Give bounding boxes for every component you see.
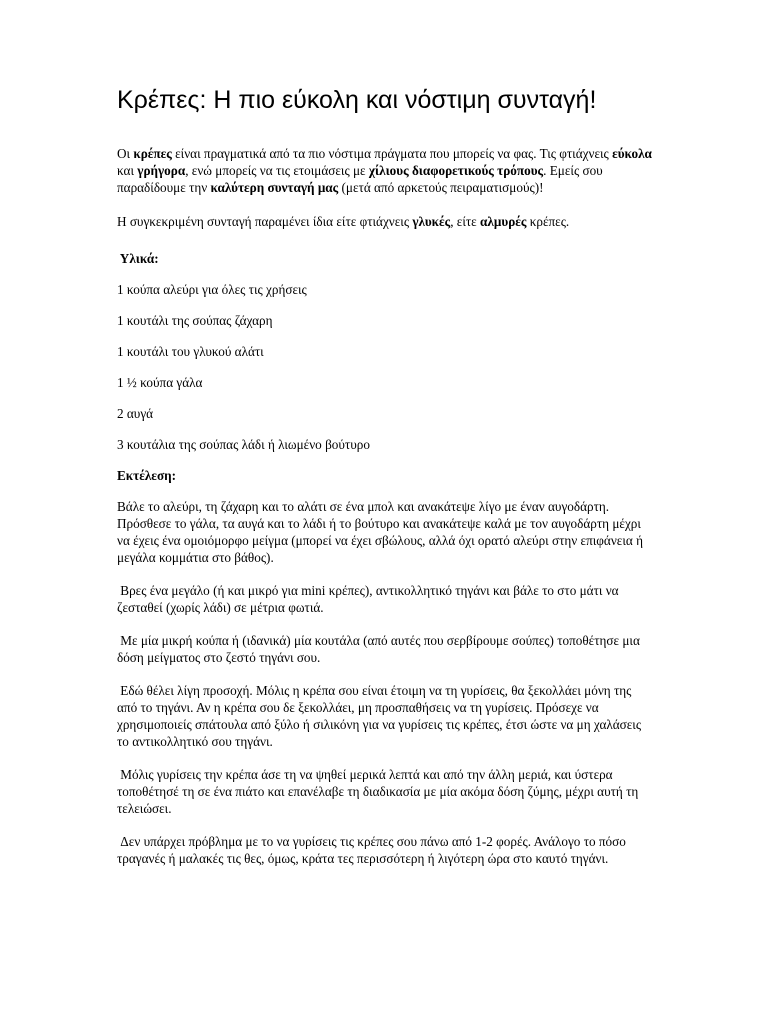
step-paragraph: Βρες ένα μεγάλο (ή και μικρό για mini κρέπες), αντικολλητικό τηγάνι και βάλε το στο μάτι να ζεσταθεί (χωρίς λάδι) σε μέτρια φωτιά.: [117, 583, 622, 615]
ingredients-heading: Υλικά:: [117, 251, 159, 266]
variant-paragraph: Η συγκεκριμένη συνταγή παραμένει ίδια είτε φτιάχνεις γλυκές, είτε αλμυρές κρέπες.: [117, 214, 570, 229]
ingredient-item: 2 αυγά: [117, 406, 154, 421]
steps-heading: Εκτέλεση:: [117, 468, 176, 483]
step-paragraph: Εδώ θέλει λίγη προσοχή. Μόλις η κρέπα σου είναι έτοιμη να τη γυρίσεις, θα ξεκολλάει μόνη της από το τηγάνι. Αν η κρέπα σου δε ξεκολλάει, μη προσπαθήσεις να τη γυρίσεις. Πρόσεχε να χρησιμοποιείς σπάτουλα από ξύλο ή σιλικόνη για να γυρίσεις τις κρέπες, έτσι ώστε να μη χαλάσεις το αντικολλητικό σου τηγάνι.: [117, 683, 645, 749]
step-paragraph: Με μία μικρή κούπα ή (ιδανικά) μία κουτάλα (από αυτές που σερβίρουμε σούπες) τοποθέτησε μια δόση μείγματος στο ζεστό τηγάνι σου.: [117, 633, 644, 665]
page-title: Κρέπες: Η πιο εύκολη και νόστιμη συνταγή!: [117, 86, 597, 114]
document-page: [117, 84, 653, 867]
intro-paragraph: Οι κρέπες είναι πραγματικά από τα πιο νόστιμα πράγματα που μπορείς να φας. Τις φτιάχνεις εύκολα και γρήγορα, ενώ μπορείς να τις ετοιμάσεις με χίλιους διαφορετικούς τρόπους. Εμείς σου παραδίδουμε την καλύτερη συνταγή μας (μετά από αρκετούς πειραματισμούς)!: [117, 146, 652, 195]
step-paragraph: Βάλε το αλεύρι, τη ζάχαρη και το αλάτι σε ένα μπολ και ανακάτεψε λίγο με έναν αυγοδάρτη. Πρόσθεσε το γάλα, τα αυγά και το λάδι ή το βούτυρο και ανακάτεψε καλά με τον αυγοδάρτη μέχρι να έχεις ένα ομοιόμορφο μείγμα (μπορεί να έχει σβώλους, αλλά όχι ορατό αλεύρι στην επιφάνεια ή μεγάλα κομμάτια στο βάθος).: [117, 499, 643, 565]
ingredient-item: 1 κουτάλι της σούπας ζάχαρη: [117, 313, 273, 328]
ingredient-item: 3 κουτάλια της σούπας λάδι ή λιωμένο βούτυρο: [117, 437, 370, 452]
ingredient-item: 1 κουτάλι του γλυκού αλάτι: [117, 344, 264, 359]
ingredient-item: 1 ½ κούπα γάλα: [117, 375, 203, 390]
ingredient-item: 1 κούπα αλεύρι για όλες τις χρήσεις: [117, 282, 307, 297]
step-paragraph: Μόλις γυρίσεις την κρέπα άσε τη να ψηθεί μερικά λεπτά και από την άλλη μεριά, και ύστερα τοποθέτησέ τη σε ένα πιάτο και επανέλαβε τη διαδικασία με μία ακόμα δόση ζύμης, μέχρι αυτή τη τελειώσει.: [117, 767, 642, 816]
step-paragraph: Δεν υπάρχει πρόβλημα με το να γυρίσεις τις κρέπες σου πάνω από 1-2 φορές. Ανάλογο το πόσο τραγανές ή μαλακές τις θες, όμως, κράτα τες περισσότερη ή λιγότερη ώρα στο καυτό τηγάνι.: [117, 834, 630, 866]
